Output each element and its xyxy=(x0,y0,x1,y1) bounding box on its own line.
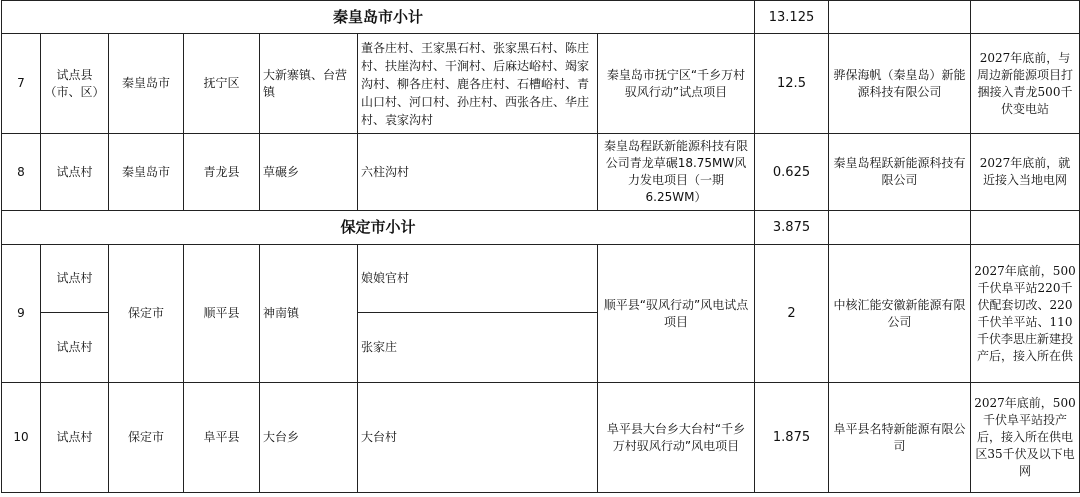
pilot-type: 试点村 xyxy=(41,134,109,211)
villages: 大台村 xyxy=(358,383,598,493)
pilot-type: 试点村 xyxy=(41,383,109,493)
subtotal-row-qinhuangdao xyxy=(2,1,1080,34)
empty-cell xyxy=(829,1,971,34)
empty-cell xyxy=(971,1,1080,34)
company: 中核汇能安徽新能源有限公司 xyxy=(829,245,971,383)
city: 秦皇岛市 xyxy=(109,134,184,211)
county: 顺平县 xyxy=(184,245,260,383)
empty-cell xyxy=(971,211,1080,245)
villages: 娘娘官村 xyxy=(358,245,598,313)
town: 草碾乡 xyxy=(260,134,358,211)
company: 秦皇岛程跃新能源科技有限公司 xyxy=(829,134,971,211)
villages: 董各庄村、王家黑石村、张家黑石村、陈庄村、扶崖沟村、干涧村、后麻达峪村、竭家沟村、柳各庄村、鹿各庄村、石槽峪村、青山口村、河口村、孙庄村、西张各庄、华庄村、袁家沟村 xyxy=(358,34,598,134)
company: 阜平县名特新能源有限公司 xyxy=(829,383,971,493)
project-name: 顺平县“驭风行动”风电试点项目 xyxy=(598,245,755,383)
villages: 张家庄 xyxy=(358,313,598,383)
grid-note: 2027年底前，500千伏阜平站220千伏配套切改、220千伏羊平站、110千伏李思庄新建投产后，接入所在供 xyxy=(971,245,1080,383)
county: 抚宁区 xyxy=(184,34,260,134)
empty-cell xyxy=(829,211,971,245)
grid-note: 2027年底前，就近接入当地电网 xyxy=(971,134,1080,211)
pilot-type: 试点县（市、区） xyxy=(41,34,109,134)
county: 青龙县 xyxy=(184,134,260,211)
table-row xyxy=(2,383,1080,493)
subtotal-value: 3.875 xyxy=(755,211,829,245)
city: 保定市 xyxy=(109,383,184,493)
row-number: 7 xyxy=(2,34,41,134)
table-row xyxy=(2,245,1080,313)
company: 骅保海帆（秦皇岛）新能源科技有限公司 xyxy=(829,34,971,134)
subtotal-title: 保定市小计 xyxy=(2,211,755,245)
town: 神南镇 xyxy=(260,245,358,383)
grid-note: 2027年底前，500千伏阜平站投产后，接入所在供电区35千伏及以下电网 xyxy=(971,383,1080,493)
subtotal-value: 13.125 xyxy=(755,1,829,34)
table-row xyxy=(2,34,1080,134)
subtotal-title: 秦皇岛市小计 xyxy=(2,1,755,34)
capacity: 2 xyxy=(755,245,829,383)
row-number: 9 xyxy=(2,245,41,383)
capacity: 0.625 xyxy=(755,134,829,211)
project-table xyxy=(1,0,1080,493)
town: 大新寨镇、台营镇 xyxy=(260,34,358,134)
project-name: 阜平县大台乡大台村“千乡万村驭风行动”风电项目 xyxy=(598,383,755,493)
capacity: 1.875 xyxy=(755,383,829,493)
table-row xyxy=(2,134,1080,211)
grid-note: 2027年底前，与周边新能源项目打捆接入青龙500千伏变电站 xyxy=(971,34,1080,134)
project-name: 秦皇岛程跃新能源科技有限公司青龙草碾18.75MW风力发电项目（一期6.25WM） xyxy=(598,134,755,211)
town: 大台乡 xyxy=(260,383,358,493)
pilot-type: 试点村 xyxy=(41,313,109,383)
project-name: 秦皇岛市抚宁区“千乡万村驭风行动”试点项目 xyxy=(598,34,755,134)
row-number: 8 xyxy=(2,134,41,211)
pilot-type: 试点村 xyxy=(41,245,109,313)
capacity: 12.5 xyxy=(755,34,829,134)
row-number: 10 xyxy=(2,383,41,493)
county: 阜平县 xyxy=(184,383,260,493)
villages: 六柱沟村 xyxy=(358,134,598,211)
city: 保定市 xyxy=(109,245,184,383)
city: 秦皇岛市 xyxy=(109,34,184,134)
subtotal-row-baoding xyxy=(2,211,1080,245)
